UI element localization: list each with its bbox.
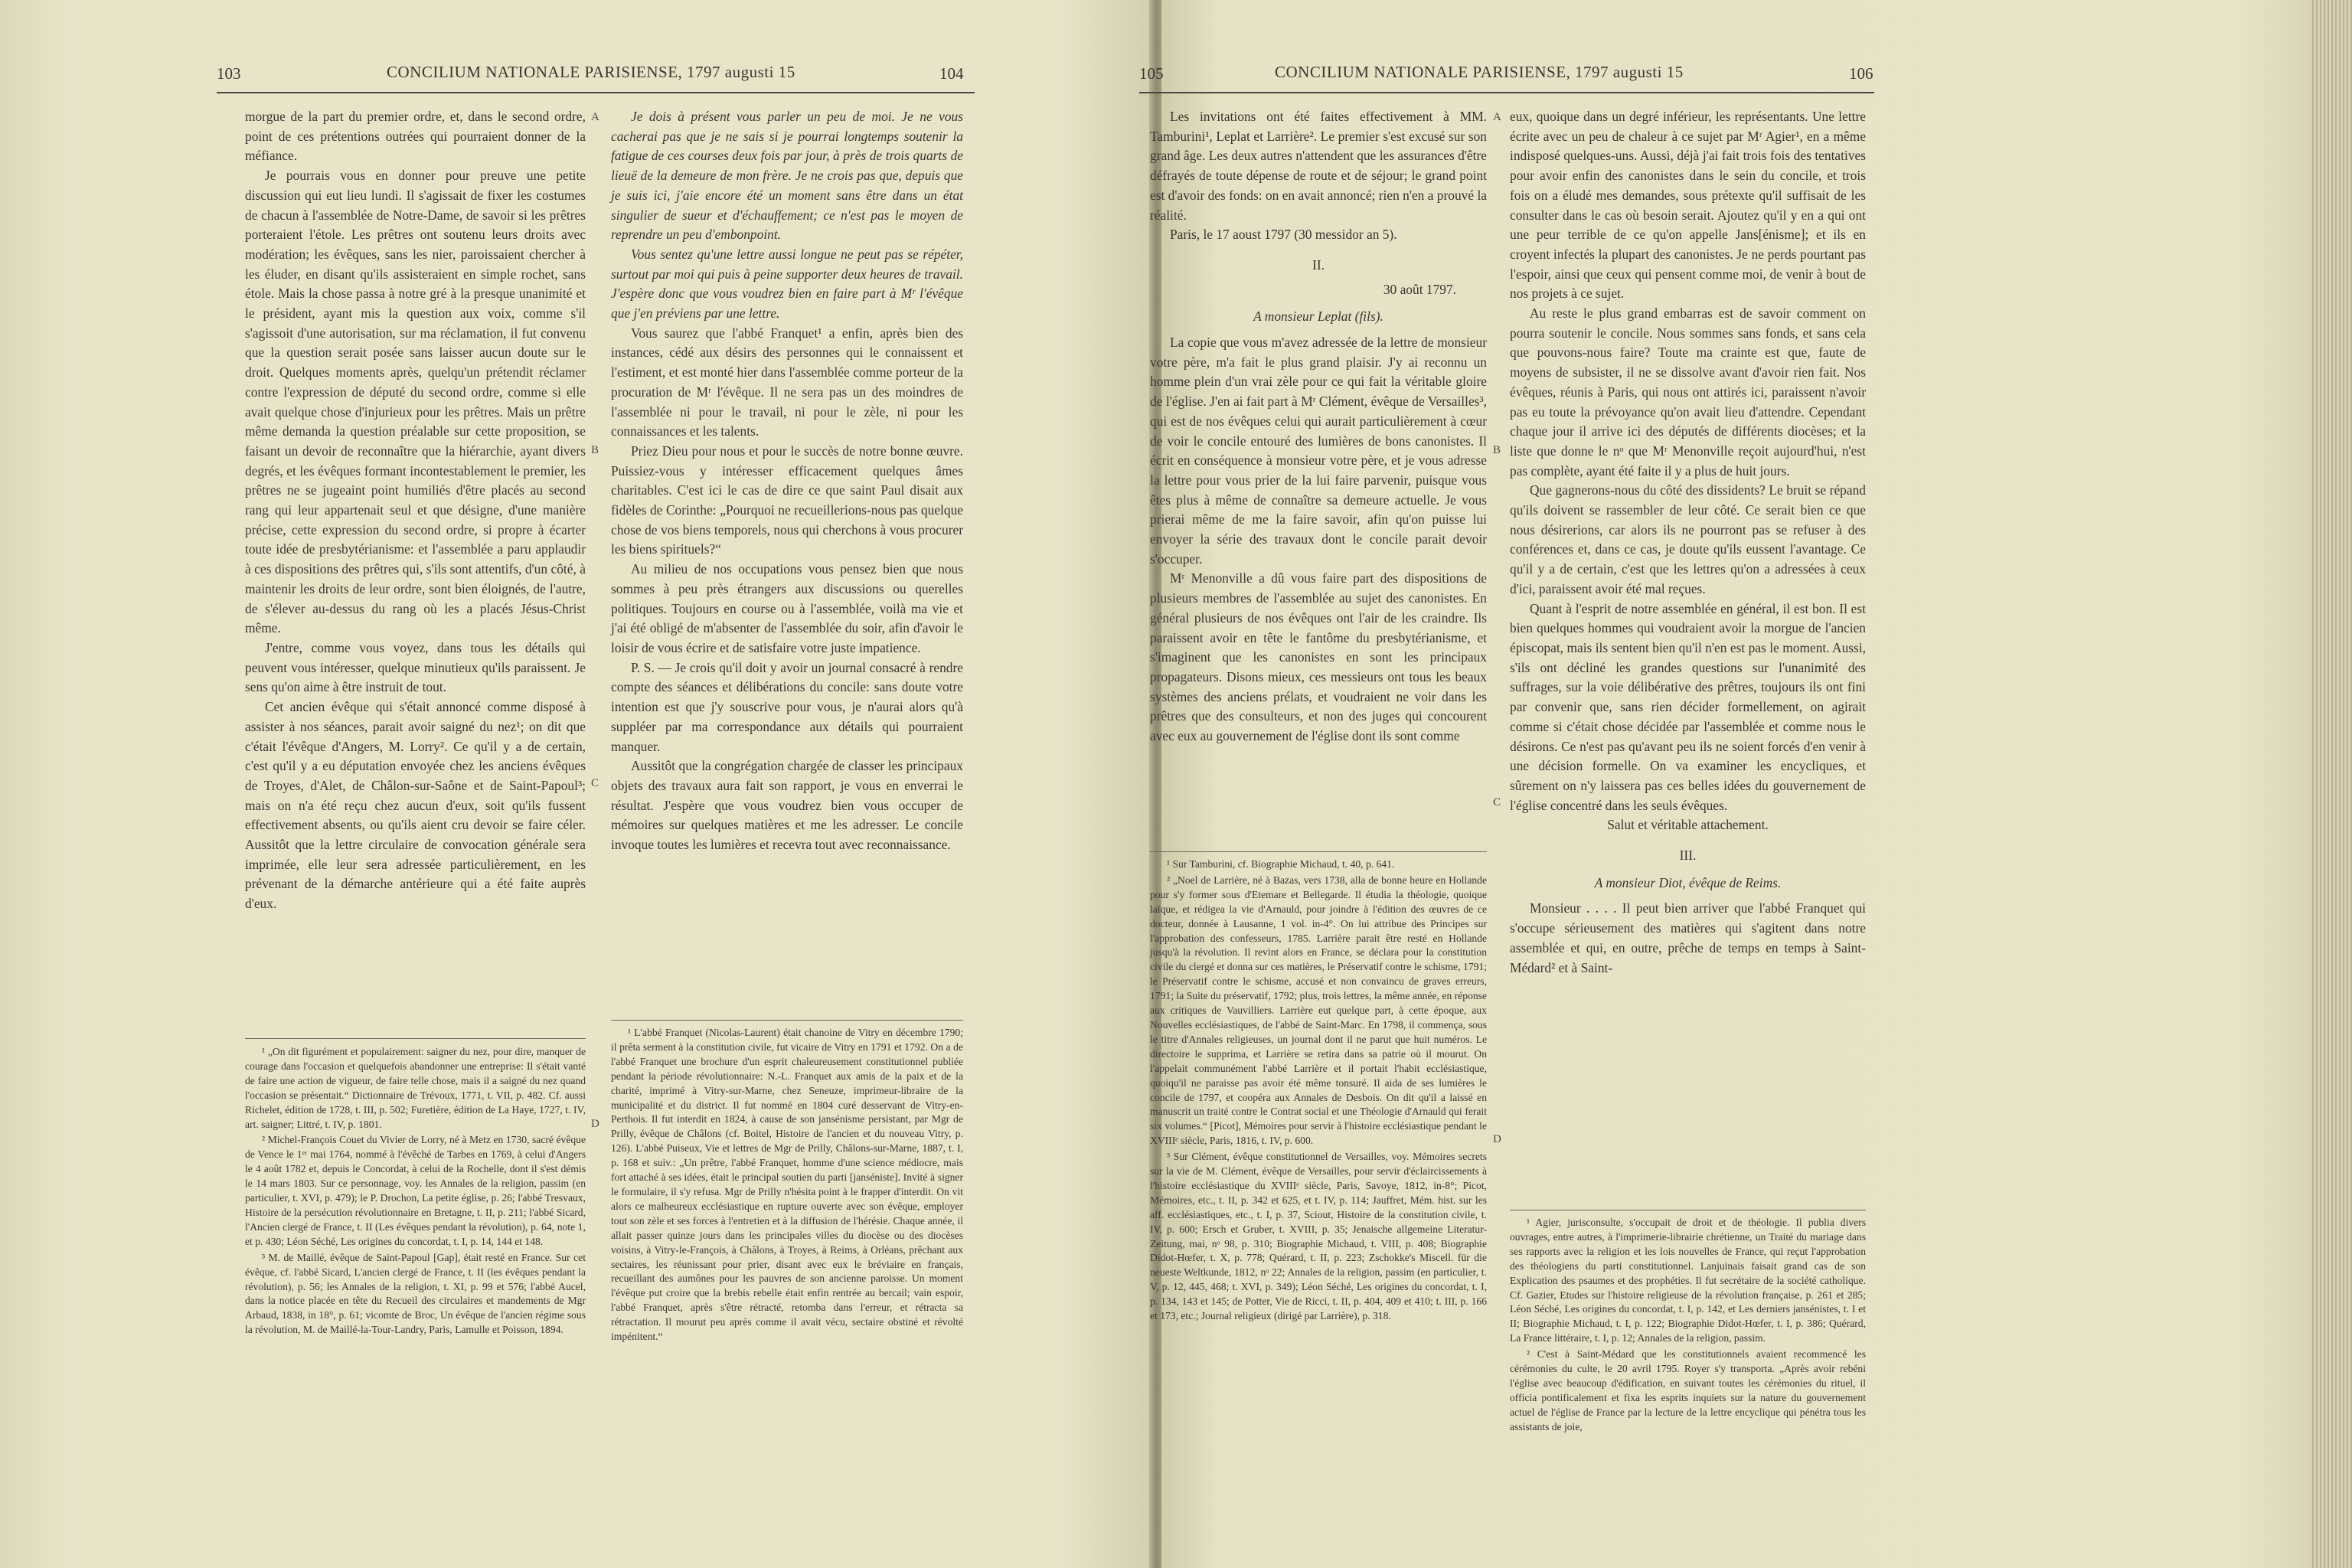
footnotes-right — [611, 1026, 963, 1346]
section-title: A monsieur Diot, évêque de Reims. — [1594, 874, 1782, 890]
paragraph: Monsieur . . . . Il peut bien arriver que l'abbé Franquet qui s'occupe sérieusement des matières qui s'agitent dans notre assemblée et qui, en outre, prêche de temps en temps à Saint-Médard² et à Saint- — [1510, 900, 1866, 975]
section-title: A monsieur Leplat (fils). — [1253, 309, 1383, 325]
paragraph: Vous saurez que l'abbé Franquet¹ a enfin, après bien des instances, cédé aux désirs des personnes qui le connaissent et l'estiment, et est monté hier dans l'assemblée comme porteur de la procuration de Mʳ l'évêque. Il ne sera pas un des moindres de l'assemblée ni pour le travail, ni pour le zèle, ni pour les connaissances et les talents. — [611, 325, 963, 439]
header-rule — [1139, 92, 1874, 93]
footnote: ³ M. de Maillé, évêque de Saint-Papoul [Gap], était resté en France. Sur cet évêque, cf. l'abbé Sicard, L'ancien clergé de France, t. II (les évêques pendant la révolution), p. 56; les Annales de la religion, t. XI, p. 99 et 576; l'abbé Aucel, dans la notice placée en tête du Recueil des circulaires et mandements de Mgr Arbaud, 1838, in 18°, p. 61; vicomte de Broc, Un évêque de l'ancien régime sous la révolution, M. de Maillé-la-Tour-Landry, Paris, Lamulle et Poisson, 1894. — [245, 1251, 586, 1336]
page-edges — [2310, 0, 2352, 1568]
text-column-left — [245, 107, 586, 914]
text-column-right — [1510, 107, 1866, 978]
paragraph: Au reste le plus grand embarras est de savoir comment on pourra soutenir le concile. Nous sommes sans fonds, et sans cela que pouvons-nous faire? Toute ma crainte est que, faute de moyens de subsister, il ne se dissolve avant d'avoir rien fait. Nos évêques, réunis à Paris, qui nous ont attirés ici, paraissent n'avoir pas eu toute la prévoyance qu'on avait lieu d'attendre. Cependant chaque jour il arrive ici des députés de différents diocèses; et la liste que donne le nᵒ que Mʳ Menonville reçoit aujourd'hui, n'est pas complète, ayant été faite il y a plus de huit jours. — [1510, 305, 1866, 479]
paragraph: Aussitôt que la congrégation chargée de classer les principaux objets des travaux aura fait son rapport, je vous en enverrai le résultat. J'espère que vous voudrez bien vous occuper de mémoires sur quelques matières et me les adresser. Le concile invoque toutes les lumières et recevra tout avec reconnaissance. — [611, 758, 963, 853]
footnotes-left — [1150, 858, 1487, 1325]
section-number: II. — [1312, 256, 1325, 273]
closing-line: Salut et véritable attachement. — [1607, 817, 1769, 833]
footnote-rule — [1150, 851, 1487, 852]
running-head: CONCILIUM NATIONALE PARISIENSE, 1797 augusti 15 — [1275, 63, 1684, 81]
paragraph: Que gagnerons-nous du côté des dissidents? Le bruit se répand qu'ils doivent se rassembler de leur côté. Ce serait bien ce que nous désirerions, car alors ils ne pourront pas se refuser à des conférences et, dans ce cas, je doute qu'ils eussent l'avantage. Ce qu'il y a de certain, c'est que les lettres qu'on a adressées à ceux d'ici, paraissent avoir été mal reçues. — [1510, 482, 1866, 596]
paragraph: Cet ancien évêque qui s'était annoncé comme disposé à assister à nos séances, parait avoir saigné du nez¹; on dit que c'était l'évêque d'Angers, M. Lorry². Ce qu'il y a de certain, c'est qu'il y a eu députation envoyée chez les anciens évêques de Troyes, d'Alet, de Châlon-sur-Saône et de Saint-Papoul³; mais on n'a été reçu chez aucun d'eux, soit qu'ils fussent effectivement absents, ou qu'ils aient cru devoir se faire céler. Aussitôt que la lettre circulaire de convocation générale sera imprimée, elle leur sera adressée particulièrement, en les prévenant de la démarche antérieure qui a été faite auprès d'eux. — [245, 699, 586, 912]
footnote: ¹ Agier, jurisconsulte, s'occupait de droit et de théologie. Il publia divers ouvrages, entre autres, à l'imprimerie-librairie chrétienne, un Traité du mariage dans ses rapports avec la religion et les lois nouvelles de France, qui reçut l'approbation des théologiens du parti constitutionnel. Lanjuinais faisait grand cas de son Explication des psaumes et des prophéties. Il fut secrétaire de la société catholique. Cf. Gazier, Etudes sur l'histoire religieuse de la révolution française, p. 261 et 285; Léon Séché, Les origines du concordat, t. I, p. 142, et Les derniers jansénistes, t. I et II; Biographie Michaud, t. I, p. 122; Biographie Didot-Hœfer, t. I, p. 386; Quérard, La France littéraire, t. I, p. 12; Annales de la religion, passim. — [1510, 1217, 1866, 1344]
italic-paragraph: Je dois à présent vous parler un peu de moi. Je ne vous cacherai pas que je ne sais si je pourrai longtemps soutenir la fatigue de ces courses deux fois par jour, à près de trois quarts de lieuë de la demeure de mon frère. Je ne crois pas que, depuis que je suis ici, j'aie encore été un moment sans être dans un état singulier de sueur et d'échauffement; ce n'est pas le moyen de reprendre un peu d'embonpoint. — [611, 109, 963, 243]
margin-letter: D — [591, 1118, 599, 1130]
footnote: ² „Noel de Larrière, né à Bazas, vers 1738, alla de bonne heure en Hollande pour s'y former sous d'Etemare et Bellegarde. Il étudia la théologie, quoique laïque, et rédigea la vie d'Arnauld, pour joindre à l'édition des œuvres de ce docteur, donnée à Lausanne, 1 vol. in-4°. On lui attribue des Principes sur l'approbation des confesseurs, 1785. Larrière parait être resté en Hollande jusqu'à la révolution. Il revint alors en France, se déclara pour la constitution civile du clergé et donna sur ces matières, le Préservatif contre le schisme, 1791; le Préservatif contre le schisme, accusé et non convaincu de graves erreurs, 1791; la Suite du préservatif, 1792; plus, trois lettres, la même année, en réponse aux critiques de Vauvilliers. Larrière eut quelque part, à cette époque, aux Nouvelles ecclésiastiques, de l'abbé de Saint-Marc. En 1798, il commença, sous le titre d'Annales religieuses, un journal dont il ne parut que huit numéros. Le directoire le supprima, et Larrière se retira dans sa patrie où il mourut. On l'appelait communément l'abbé Larrière et il portait l'habit ecclésiastique, quoiqu'il ne paraisse pas avoir été même tonsuré. Il aida de ses lumières le concile de 1797, et coopéra aux Annales de Desbois. On dit qu'il a laissé en manuscrit un traité contre le Contrat social et une Théologie d'Arnauld qui ferait six volumes.“ [Picot], Mémoires pour servir à l'histoire ecclésiastique pendant le XVIIIᵉ siècle, Paris, 1816, t. IV, p. 600. — [1150, 874, 1487, 1147]
section-date: 30 août 1797. — [1383, 281, 1456, 297]
footnote: ² Michel-François Couet du Vivier de Lorry, né à Metz en 1730, sacré évêque de Vence le 1ᵉʳ mai 1764, nommé à l'évêché de Tarbes en 1769, à celui d'Angers le 4 août 1782 et, depuis le Concordat, à celui de la Rochelle, dont il s'est démis le 14 mars 1803. Sur ce personnage, voy. les Annales de la religion, passim (en particulier, t. XVI, p. 479); le P. Drochon, La petite église, p. 26; l'abbé Tresvaux, Histoire de la persécution révolutionnaire en Bretagne, t. II, p. 211; l'abbé Sicard, l'Ancien clergé de France, t. II (Les évêques pendant la révolution), p. 64, note 1, et p. 430; Léon Séché, Les origines du concordat, t. I, p. 14, 144 et 148. — [245, 1134, 586, 1247]
footnote: ¹ L'abbé Franquet (Nicolas-Laurent) était chanoine de Vitry en décembre 1790; il prêta serment à la constitution civile, fut vicaire de Vitry en 1791 et 1792. On a de l'abbé Franquet une brochure d'un esprit chaleureusement constitutionnel publiée pendant la période révolutionnaire: N.-L. Franquet aux amis de la paix et de la charité, imprimé à Vitry-sur-Marne, chez Seneuze, imprimeur-libraire de la municipalité et du district. Il fut nommé en 1804 curé desservant de Vitry-en-Perthois. Il fut interdit en 1824, à cause de son jansénisme persistant, par Mgr de Prilly, évêque de Châlons (cf. Boitel, Histoire de l'ancien et du nouveau Vitry, p. 126). L'abbé Puiseux, Vie et lettres de Mgr de Prilly, Châlons-sur-Marne, 1887, t. I, p. 168 et suiv.: „Un prêtre, l'abbé Franquet, homme d'une science médiocre, mais fort attaché à ses idées, était le principal soutien du parti [janséniste]. Invité à signer le formulaire, il s'y refusa. Mgr de Prilly n'hésita point à le frapper d'interdit. On vit alors ce malheureux ecclésiastique en rupture ouverte avec son évêque, employer tout son zèle et ses forces à l'entretien et à la diffusion de l'hérésie. Chaque année, il allait passer quinze jours dans les principales villes du diocèse ou des diocèses voisins, à Vitry-le-François, à Châlons, à Troyes, à Reims, à Orléans, prêchant aux sectaires, les réunissant pour prier, disant avec eux le bréviaire en français, recueillant des aumônes pour les pauvres de son ancienne paroisse. Un moment l'évêque put croire que la brebis rebelle était enfin rentrée au bercail; vain espoir, l'abbé Franquet, après s'être rétracté, retomba dans l'erreur, et rétracta sa rétractation. Il mourut peu après comme il avait vécu, sectaire obstiné et révolté impénitent.“ — [611, 1027, 963, 1343]
margin-letter: C — [591, 777, 599, 789]
paragraph: La copie que vous m'avez adressée de la lettre de monsieur votre père, m'a fait le plus grand plaisir. J'y ai reconnu un homme plein d'un vrai zèle pour ce qui fait la véritable gloire de l'église. J'en ai fait part à Mʳ Clément, évêque de Versailles³, qui est de nos évêques celui qui aurait particulièrement à cœur de voir le concile entouré des lumières de bons canonistes. Il écrit en conséquence à monsieur votre père, et je vous adresse la lettre pour vous prier de la lui faire parvenir, puisque vous êtes plus à même de connaître sa demeure actuelle. Je vous prierai même de me la faire savoir, afin qu'on puisse lui envoyer la série des travaux dont le concile parait devoir s'occuper. — [1150, 335, 1487, 567]
paragraph: P. S. — Je crois qu'il doit y avoir un journal consacré à rendre compte des séances et délibérations du concile: sans doute votre intention est que j'y souscrive pour vous, je n'aurai alors qu'à suppléer par ma correspondance aux détails qui pourraient manquer. — [611, 659, 963, 754]
section-number: III. — [1679, 848, 1697, 864]
paragraph: Quant à l'esprit de notre assemblée en général, il est bon. Il est bien quelques hommes qui voudraient avoir la morgue de l'ancien épiscopat, mais ils sentent bien qu'il n'en est pas le moment. Aussi, s'ils ont décliné les grandes questions sur l'unanimité des suffrages, sur la voie délibérative des prêtres, toujours ils ont fini par convenir que, sans rien décider formellement, on agirait comme si c'était chose décidée par l'assemblée et comme nous le désirons. Ce n'est pas qu'avant peu ils ne soient forcés d'en venir à une décision formelle. On va examiner les encycliques, et sûrement on n'y laissera pas ces belles idées du gouvernement de l'église concentré dans les seuls évêques. — [1510, 600, 1866, 813]
page-number-right: 104 — [939, 64, 964, 83]
footnotes-right — [1510, 1216, 1866, 1436]
footnote: ¹ Sur Tamburini, cf. Biographie Michaud, t. 40, p. 641. — [1167, 858, 1395, 870]
paragraph: morgue de la part du premier ordre, et, dans le second ordre, point de ces prétentions outrées qui pourraient donner de la méfiance. — [245, 109, 586, 164]
paragraph: Au milieu de nos occupations vous pensez bien que nous sommes à peu près étrangers aux discussions ou querelles politiques. Toujours en course ou à l'assemblée, voilà ma vie et j'ai été obligé de m'absenter de l'assemblée du soir, afin d'avoir le loisir de vous écrire et de satisfaire votre juste impatience. — [611, 561, 963, 655]
text-column-left — [1150, 107, 1487, 746]
date-line: Paris, le 17 aoust 1797 (30 messidor an 5). — [1170, 227, 1397, 243]
paragraph: Mʳ Menonville a dû vous faire part des dispositions de plusieurs membres de l'assemblée au sujet des canonistes. En général plusieurs de nos évêques ont l'air de les craindre. Ils paraissent avoir en tête le fantôme du presbytérianisme, et s'imaginent que les canonistes en sont les principaux propagateurs. Disons mieux, ces messieurs ont tous les beaux systèmes des anciens prélats, et voudraient ne voir dans les prêtres que des consulteurs, et non des juges qui concourent avec eux au gouvernement de l'église dont ils sont comme — [1150, 570, 1487, 744]
header-rule — [217, 92, 975, 93]
paragraph: J'entre, comme vous voyez, dans tous les détails qui peuvent vous intéresser, quelque minutieux qu'ils paraissent. Je sens qu'on aime à être instruit de tout. — [245, 639, 586, 695]
footnote: ² C'est à Saint-Médard que les constitutionnels avaient recommencé les cérémonies du culte, le 20 avril 1795. Royer s'y transporta. „Après avoir rebéni l'église avec beaucoup d'édification, en suivant toutes les cérémonies du rituel, il officia pontificalement et fixa les esprits inquiets sur la nature du gouvernement actuel de l'église de France par la lecture de la lettre encyclique qui pénétra tous les assistants de joie, — [1510, 1348, 1866, 1432]
left-page — [0, 0, 1152, 1568]
footnote: ¹ „On dit figurément et populairement: saigner du nez, pour dire, manquer de courage dans l'occasion et quelquefois abandonner une entreprise: Il s'était vanté de faire une action de vigueur, de faire telle chose, mais il a saigné du nez quand l'occasion se présentait.“ Dictionnaire de Trévoux, 1771, t. VII, p. 482. Cf. aussi Richelet, édition de 1728, t. III, p. 502; Furetière, édition de La Haye, 1727, t. IV, art. saigner; Littré, t. IV, p. 1801. — [245, 1046, 586, 1130]
italic-paragraph: Vous sentez qu'une lettre aussi longue ne peut pas se répéter, surtout par moi qui puis à peine supporter deux heures de travail. J'espère donc que vous voudrez bien en faire part à Mʳ l'évêque que j'en préviens par une lettre. — [611, 246, 963, 322]
margin-letter: A — [1493, 111, 1501, 123]
margin-letter: C — [1493, 796, 1501, 808]
paragraph: Je pourrais vous en donner pour preuve une petite discussion qui eut lieu lundi. Il s'agissait de fixer les costumes de chacun à l'assemblée de Notre-Dame, de savoir si les prêtres porteraient l'étole. Les prêtres ont soutenu leurs droits avec modération; les évêques, sans les nier, paroissaient chercher à les éluder, en disant qu'ils assisteraient en simple rochet, sans étole. Mais la chose passa à notre gré à la presque unanimité et le président, ayant mis la question aux voix, comme s'il s'agissoit d'une autorisation, sur ma réclamation, il fut convenu que la question serait posée sans laisser aucun doute sur le droit. Quelques moments après, quelqu'un prétendit réclamer contre l'expression de député du second ordre, comme si elle avait quelque chose d'injurieux pour les prêtres. Mais un prêtre même demanda la question préalable sur cette proposition, se faisant un devoir de reconnaître que la hiérarchie, ayant divers degrés, et les évêques formant incontestablement le premier, les prêtres ne se jugeaint point humiliés d'être placés au second rang qui leur appartenait seul et que désigne, d'une manière précise, cette expression du second ordre, si propre à écarter toute idée de presbytérianisme: et l'assemblée a paru applaudir à ces dispositions des prêtres qui, s'ils sont attentifs, d'un côté, à maintenir les droits de leur ordre, sont bien éloignés, de l'autre, de s'élever au-dessus du rang où les a placés Jésus-Christ même. — [245, 168, 586, 636]
footnote-rule — [611, 1020, 963, 1021]
margin-letter: B — [1493, 444, 1501, 456]
footnote-rule — [245, 1038, 586, 1039]
margin-letter: D — [1493, 1133, 1501, 1145]
margin-letter: A — [591, 111, 599, 123]
running-head: CONCILIUM NATIONALE PARISIENSE, 1797 augusti 15 — [387, 63, 795, 81]
paragraph: Les invitations ont été faites effectivement à MM. Tamburini¹, Leplat et Larrière². Le premier s'est excusé sur son grand âge. Les deux autres n'attendent que les assurances d'être défrayés de toute dépense de route et de séjour; le grand point est d'avoir des fonds: on en avait annoncé; rien n'en a prouvé la réalité. — [1150, 109, 1487, 223]
paragraph: eux, quoique dans un degré inférieur, les représentants. Une lettre écrite avec un peu de chaleur à ce sujet par Mʳ Agier¹, en a même indisposé quelques-uns. Aussi, déjà j'ai fait trois fois des tentatives pour avoir enfin des canonistes dans le sein du concile, et trois fois on a éludé mes demandes, sous prétexte qu'il suffisait de les consulter dans le cas où besoin serait. Ajoutez qu'il y en a qui ont une peur terrible de ce qu'on appelle Jans[énisme]; et ils en croyent infectés la plupart des canonistes. Je ne perds pourtant pas l'espoir, ainsi que ceux qui pensent comme moi, de venir à bout de nos projets à ce sujet. — [1510, 109, 1866, 302]
margin-letter: B — [591, 444, 599, 456]
paragraph: Priez Dieu pour nous et pour le succès de notre bonne œuvre. Puissiez-vous y intéresser efficacement quelques âmes charitables. C'est ici le cas de dire ce que saint Paul disait aux fidèles de Corinthe: „Pourquoi ne recueillerions-nous pas quelque chose de vos biens temporels, nous qui cherchons à vous procurer les biens spirituels?“ — [611, 443, 963, 557]
footnote: ³ Sur Clément, évêque constitutionnel de Versailles, voy. Mémoires secrets sur la vie de M. Clément, évêque de Versailles, pour servir d'éclaircissements à l'histoire ecclésiastique du XVIIIᵉ siècle, Paris, Savoye, 1812, in-8°; Picot, Mémoires, etc., t. II, p. 342 et 625, et t. IV, p. 114; Jauffret, Mém. hist. sur les aff. ecclésiastiques, etc., t. I, p. 37, Sciout, Histoire de la constitution civile, t. IV, p. 600; Ersch et Gruber, t. XVIII, p. 35; Jenaische allgemeine Literatur-Zeitung, mai, nᵒ 98, p. 310; Biographie Michaud, t. VIII, p. 408; Biographie Didot-Hœfer, t. X, p. 778; Quérard, t. II, p. 223; Zschokke's Miscell. für die neueste Weltkunde, 1812, nᵒ 22; Annales de la religion, passim (en particulier, t. V, p. 12, 445, 468; t. XVI, p. 349); Léon Séché, Les origines du concordat, t. I, p. 134, 143 et 145; de Potter, Vie de Ricci, t. II, p. 404, 409 et 410; t. III, p. 166 et 173, etc.; Journal religieux (dirigé par Larrière), p. 318. — [1150, 1151, 1487, 1322]
page-number-right: 106 — [1849, 64, 1873, 83]
text-column-right — [611, 107, 963, 855]
footnotes-left — [245, 1045, 586, 1339]
page-number-left: 105 — [1139, 64, 1164, 83]
page-number-left: 103 — [217, 64, 241, 83]
